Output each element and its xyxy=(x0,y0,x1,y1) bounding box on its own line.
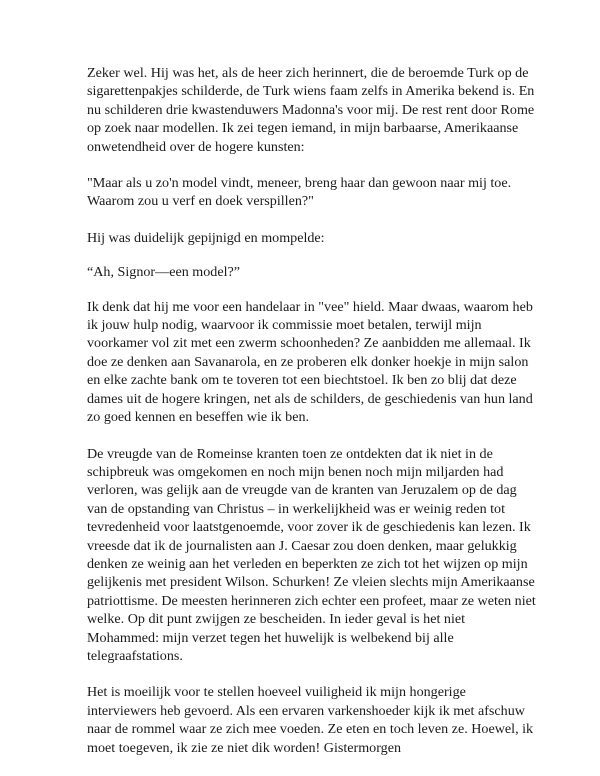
paragraph: "Maar als u zo'n model vindt, meneer, breng haar dan gewoon naar mij toe. Waarom zou u verf en doek verspillen?" xyxy=(87,175,512,210)
paragraph: Hij was duidelijk gepijnigd en mompelde: xyxy=(87,229,325,246)
paragraph: Ik denk dat hij me voor een handelaar in "vee" hield. Maar dwaas, waarom heb ik jouw hulp nodig, waarvoor ik commissie moet betalen, terwijl mijn voorkamer vol zit met een zwerm schoonheden? Ze aanbidden me allemaal. Ik doe ze denken aan Savanarola, en ze proberen elk donker hoekje in mijn salon en elke zachte bank om te toveren tot een biechtstoel. Ik ben zo blij dat deze dames uit de hogere kringen, net als de schilders, de geschiedenis van hun land zo goed kennen en beseffen wie ik ben. xyxy=(87,298,533,426)
paragraph: “Ah, Signor—een model?” xyxy=(87,264,241,281)
paragraph: Het is moeilijk voor te stellen hoeveel vuiligheid ik mijn hongerige interviewers heb gevoerd. Als een ervaren varkenshoeder kijk ik met afschuw naar de rommel waar ze zich mee voeden. Ze eten en toch leven ze. Hoewel, ik moet toegeven, ik zie ze niet dik worden! Gistermorgen xyxy=(87,684,534,756)
paragraph: De vreugde van de Romeinse kranten toen ze ontdekten dat ik niet in de schipbreuk was omgekomen en noch mijn benen noch mijn miljarden had verloren, was gelijk aan de vreugde van de kranten van Jeruzalem op de dag van de opstanding van Christus – in werkelijkheid was er weinig reden tot tevredenheid voor laatstgenoemde, voor zover ik de geschiedenis kan lezen. Ik vreesde dat ik de journalisten aan J. Caesar zou doen denken, maar gelukkig denken ze weinig aan het verleden en beperkten ze zich tot het wijzen op mijn gelijkenis met president Wilson. Schurken! Ze vleien slechts mijn Amerikaanse patriottisme. De meesten herinneren zich echter een profeet, maar ze weten niet welke. Op dit punt zwijgen ze bescheiden. In ieder geval is het niet Mohammed: mijn verzet tegen het huwelijk is welbekend bij alle telegraafstations. xyxy=(87,445,536,664)
body-text xyxy=(87,64,537,775)
paragraph: Zeker wel. Hij was het, als de heer zich herinnert, die de beroemde Turk op de sigarettenpakjes schilderde, de Turk wiens faam zelfs in Amerika bekend is. En nu schilderen drie kwastenduwers Madonna's voor mij. De rest rent door Rome op zoek naar modellen. Ik zei tegen iemand, in mijn barbaarse, Amerikaanse onwetendheid over de hogere kunsten: xyxy=(87,65,535,155)
